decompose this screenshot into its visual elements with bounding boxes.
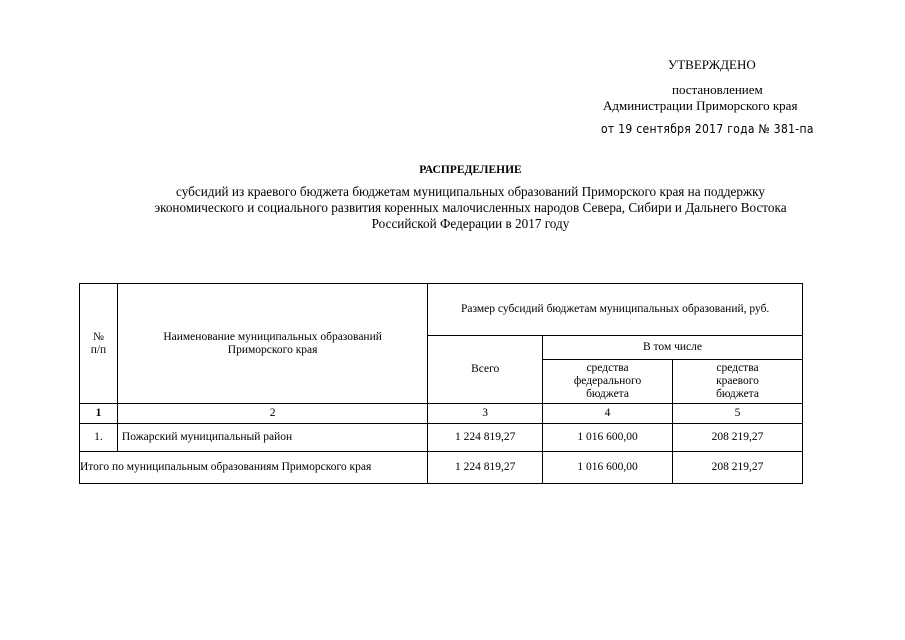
approval-decree-label: постановлением [672, 82, 763, 97]
document-subtitle [0, 184, 905, 232]
total-regional: 208 219,27 [673, 452, 803, 484]
header-number-sign: № [92, 330, 104, 343]
row-federal: 1 016 600,00 [543, 424, 673, 452]
total-federal: 1 016 600,00 [543, 452, 673, 484]
subtitle-line-2: экономического и социального развития коренных малочисленных народов Севера, Сибири и Дальнего Востока [154, 200, 787, 215]
header-number-abbr: п/п [90, 343, 107, 356]
header-regional: средства краевого бюджета [673, 360, 803, 404]
row-regional: 208 219,27 [673, 424, 803, 452]
col-number: 4 [543, 404, 673, 424]
subtitle-line-1: субсидий из краевого бюджета бюджетам муниципальных образований Приморского края на поддержку [176, 184, 765, 199]
approval-date-number: от 19 сентября 2017 года № 381-па [601, 122, 814, 136]
table-row [80, 424, 803, 452]
col-number: 5 [673, 404, 803, 424]
row-number: 1. [80, 424, 118, 452]
total-sum: 1 224 819,27 [428, 452, 543, 484]
header-total: Всего [428, 336, 543, 404]
col-number: 2 [117, 404, 427, 424]
approval-authority: Администрации Приморского края [603, 98, 798, 113]
total-label: Итого по муниципальным образованиям Приморского края [80, 452, 428, 484]
col-number: 3 [428, 404, 543, 424]
header-size: Размер субсидий бюджетам муниципальных образований, руб. [428, 284, 803, 336]
total-row [80, 452, 803, 484]
subsidy-table [79, 283, 803, 484]
header-including: В том числе [543, 336, 803, 360]
col-number: 1 [80, 404, 118, 424]
column-number-row [80, 404, 803, 424]
subtitle-line-3: Российской Федерации в 2017 году [371, 216, 570, 231]
row-name: Пожарский муниципальный район [117, 424, 427, 452]
document-title [0, 164, 905, 176]
row-total: 1 224 819,27 [428, 424, 543, 452]
header-name: Наименование муниципальных образований Приморского края [117, 284, 427, 404]
header-federal: средства федерального бюджета [543, 360, 673, 404]
approved-label: УТВЕРЖДЕНО [668, 57, 756, 72]
document-title-text: РАСПРЕДЕЛЕНИЕ [419, 164, 522, 176]
header-number [80, 284, 118, 404]
